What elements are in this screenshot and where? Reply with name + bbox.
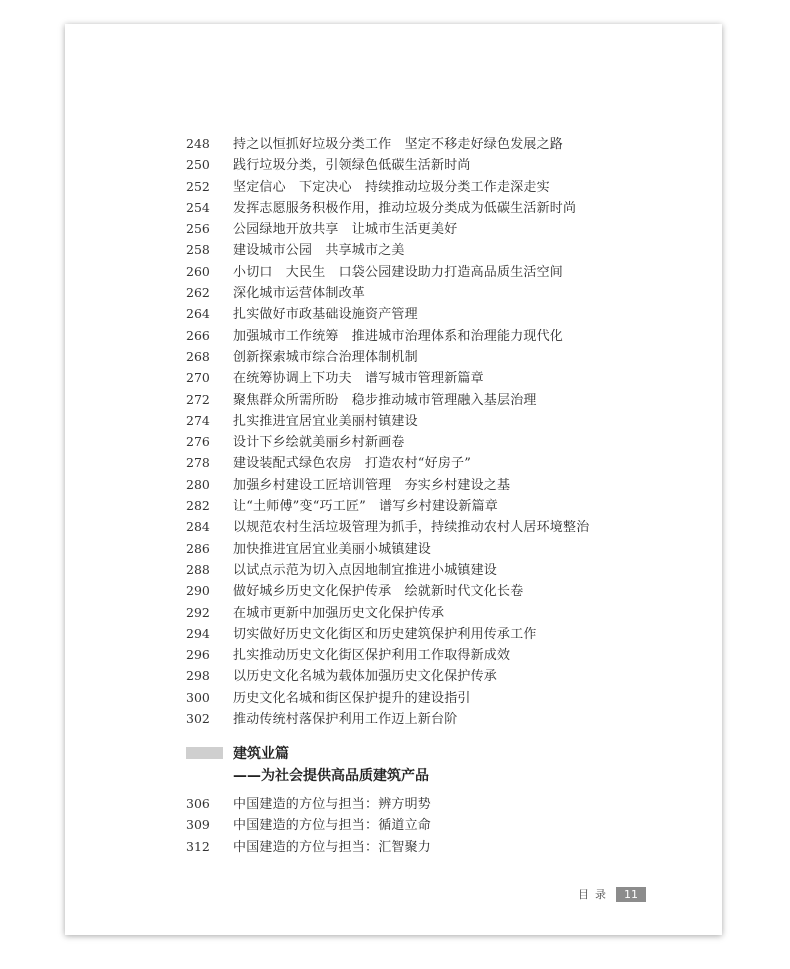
- section-construction: [186, 743, 626, 857]
- toc-entry[interactable]: [186, 602, 626, 623]
- section-header: [186, 743, 626, 763]
- toc-entry[interactable]: [186, 836, 626, 857]
- toc-entry-title: 做好城乡历史文化保护传承 绘就新时代文化长卷: [233, 584, 524, 600]
- toc-entry[interactable]: [186, 346, 626, 367]
- toc-entry-title: 聚焦群众所需所盼 稳步推动城市管理融入基层治理: [233, 392, 537, 408]
- toc-entry-title: 让“土师傅”变“巧工匠” 谱写乡村建设新篇章: [233, 499, 498, 515]
- toc-entry[interactable]: [186, 516, 626, 537]
- toc-entry-page: 302: [186, 711, 210, 727]
- toc-entry-page: 286: [186, 540, 210, 556]
- toc-entry-page: 296: [186, 647, 210, 663]
- toc-entry-title: 切实做好历史文化街区和历史建筑保护利用传承工作: [233, 626, 537, 642]
- toc-entry-title: 扎实推进宜居宜业美丽村镇建设: [233, 413, 418, 429]
- toc-entry-title: 持之以恒抓好垃圾分类工作 坚定不移走好绿色发展之路: [233, 137, 564, 152]
- toc-entry[interactable]: [186, 303, 626, 324]
- section-title: 建筑业篇: [233, 746, 289, 762]
- toc-entry-page: 312: [186, 838, 210, 854]
- toc-entry[interactable]: [186, 665, 626, 686]
- page-footer: [578, 886, 646, 902]
- toc-entry[interactable]: [186, 474, 626, 495]
- toc-entry-page: 290: [186, 583, 210, 599]
- toc-entry[interactable]: [186, 325, 626, 346]
- toc-entry[interactable]: [186, 644, 626, 665]
- toc-entry-title: 建设城市公园 共享城市之美: [233, 243, 405, 259]
- toc-entry-page: 260: [186, 263, 210, 279]
- toc-entry-page: 274: [186, 412, 210, 428]
- toc-entry-title: 加强乡村建设工匠培训管理 夯实乡村建设之基: [233, 477, 511, 493]
- toc-entry[interactable]: [186, 133, 626, 154]
- toc-entry[interactable]: [186, 814, 626, 835]
- table-of-contents: [186, 133, 626, 729]
- toc-entry-title: 坚定信心 下定决心 持续推动垃圾分类工作走深走实: [233, 179, 550, 195]
- toc-entry-title: 中国建造的方位与担当：辨方明势: [233, 797, 432, 812]
- toc-entry-title: 中国建造的方位与担当：循道立命: [233, 818, 432, 834]
- toc-entry-title: 以试点示范为切入点因地制宜推进小城镇建设: [233, 562, 498, 578]
- toc-entry-page: 248: [186, 136, 210, 151]
- toc-entry-title: 践行垃圾分类，引领绿色低碳生活新时尚: [233, 158, 471, 174]
- toc-entry-title: 历史文化名城和街区保护提升的建设指引: [233, 690, 471, 706]
- toc-entry[interactable]: [186, 538, 626, 559]
- toc-entry-page: 266: [186, 327, 210, 343]
- toc-entry[interactable]: [186, 218, 626, 239]
- section-entry-list: [186, 793, 626, 857]
- toc-entry[interactable]: [186, 154, 626, 175]
- toc-entry-page: 270: [186, 370, 210, 386]
- toc-entry-title: 在统筹协调上下功夫 谱写城市管理新篇章: [233, 371, 484, 387]
- toc-entry[interactable]: [186, 623, 626, 644]
- toc-entry-page: 284: [186, 519, 210, 535]
- toc-entry-page: 262: [186, 285, 210, 301]
- toc-entry[interactable]: [186, 580, 626, 601]
- toc-entry-page: 264: [186, 306, 210, 322]
- toc-entry-title: 中国建造的方位与担当：汇智聚力: [233, 839, 432, 855]
- toc-entry[interactable]: [186, 559, 626, 580]
- toc-entry[interactable]: [186, 239, 626, 260]
- toc-entry-page: 256: [186, 221, 210, 237]
- toc-entry-page: 278: [186, 455, 210, 471]
- footer-label: 目录: [578, 888, 612, 901]
- toc-entry-title: 公园绿地开放共享 让城市生活更美好: [233, 222, 458, 238]
- toc-entry-page: 288: [186, 561, 210, 577]
- toc-entry-page: 272: [186, 391, 210, 407]
- toc-entry-page: 258: [186, 242, 210, 258]
- toc-entry-page: 292: [186, 604, 210, 620]
- toc-entry-title: 设计下乡绘就美丽乡村新画卷: [233, 435, 405, 451]
- footer-page-number: 11: [616, 887, 646, 902]
- toc-entry-page: 252: [186, 178, 210, 194]
- toc-entry-page: 298: [186, 668, 210, 684]
- toc-entry-title: 建设装配式绿色农房 打造农村“好房子”: [233, 456, 472, 472]
- toc-entry-title: 小切口 大民生 口袋公园建设助力打造高品质生活空间: [233, 264, 564, 280]
- toc-entry[interactable]: [186, 687, 626, 708]
- toc-entry-page: 268: [186, 348, 210, 364]
- toc-entry[interactable]: [186, 410, 626, 431]
- toc-entry-title: 以规范农村生活垃圾管理为抓手，持续推动农村人居环境整治: [233, 520, 590, 536]
- toc-entry-page: 280: [186, 476, 210, 492]
- toc-entry[interactable]: [186, 261, 626, 282]
- toc-entry-title: 加强城市工作统筹 推进城市治理体系和治理能力现代化: [233, 328, 564, 344]
- toc-entry-title: 发挥志愿服务积极作用，推动垃圾分类成为低碳生活新时尚: [233, 200, 577, 216]
- toc-entry-page: 300: [186, 689, 210, 705]
- toc-entry[interactable]: [186, 431, 626, 452]
- toc-entry[interactable]: [186, 708, 626, 729]
- toc-entry[interactable]: [186, 282, 626, 303]
- section-marker-bar: [186, 747, 223, 759]
- toc-entry-title: 以历史文化名城为载体加强历史文化保护传承: [233, 669, 498, 685]
- toc-entry-page: 254: [186, 199, 210, 215]
- toc-entry-title: 推动传统村落保护利用工作迈上新台阶: [233, 712, 458, 728]
- toc-entry-title: 在城市更新中加强历史文化保护传承: [233, 605, 445, 621]
- toc-entry[interactable]: [186, 367, 626, 388]
- toc-entry-page: 282: [186, 498, 210, 514]
- toc-entry-title: 创新探索城市综合治理体制机制: [233, 349, 418, 365]
- toc-entry-page: 309: [186, 817, 210, 833]
- toc-entry[interactable]: [186, 176, 626, 197]
- section-subtitle: ——为社会提供高品质建筑产品: [233, 768, 429, 784]
- toc-entry-title: 深化城市运营体制改革: [233, 286, 366, 302]
- toc-entry[interactable]: [186, 793, 626, 814]
- toc-entry-title: 扎实推动历史文化街区保护利用工作取得新成效: [233, 648, 511, 664]
- toc-entry[interactable]: [186, 495, 626, 516]
- toc-entry-page: 294: [186, 625, 210, 641]
- toc-entry-title: 扎实做好市政基础设施资产管理: [233, 307, 418, 323]
- toc-entry[interactable]: [186, 389, 626, 410]
- toc-entry-page: 306: [186, 796, 210, 811]
- toc-entry-page: 250: [186, 157, 210, 173]
- toc-entry[interactable]: [186, 197, 626, 218]
- toc-entry-page: 276: [186, 434, 210, 450]
- toc-entry[interactable]: [186, 452, 626, 473]
- toc-entry-title: 加快推进宜居宜业美丽小城镇建设: [233, 541, 432, 557]
